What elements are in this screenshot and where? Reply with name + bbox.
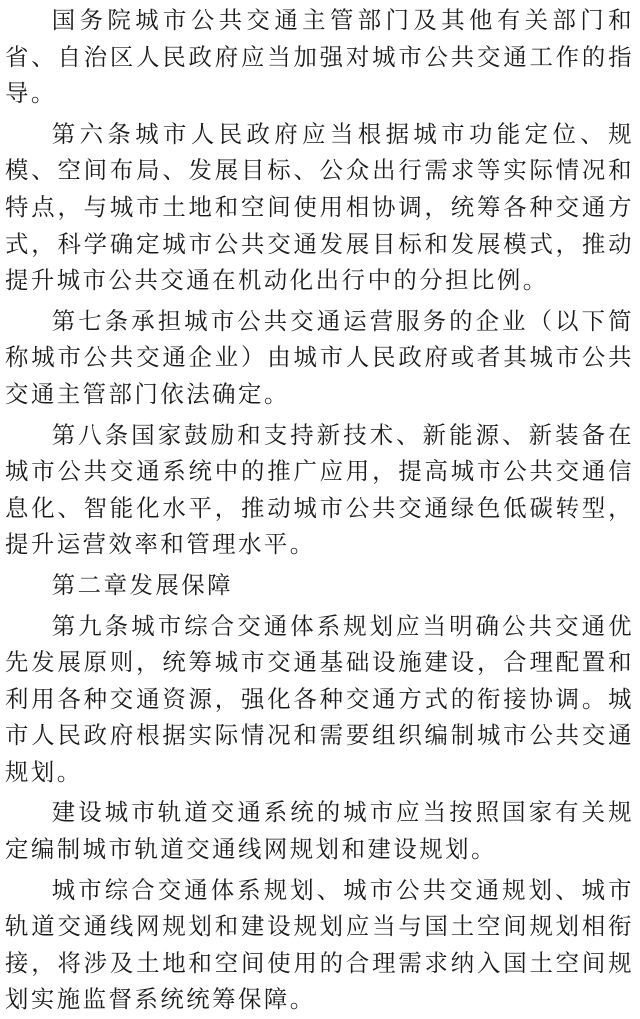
paragraph-article-8: 第八条国家鼓励和支持新技术、新能源、新装备在城市公共交通系统中的推广应用，提高城市公共交通信息化、智能化水平，推动城市公共交通绿色低碳转型，提升运营效率和管理水平。 <box>5 420 634 559</box>
paragraph-article-7: 第七条承担城市公共交通运营服务的企业（以下简称城市公共交通企业）由城市人民政府或者其城市公共交通主管部门依法确定。 <box>5 306 634 408</box>
chapter-heading: 第二章发展保障 <box>51 570 234 599</box>
paragraph-plan-coordination: 城市综合交通体系规划、城市公共交通规划、城市轨道交通线网规划和建设规划应当与国土空间规划相衔接，将涉及土地和空间使用的合理需求纳入国土空间规划实施监督系统统筹保障。 <box>5 875 634 1014</box>
paragraph-rail-planning: 建设城市轨道交通系统的城市应当按照国家有关规定编制城市轨道交通线网规划和建设规划。 <box>5 798 634 864</box>
paragraph-article-6: 第六条城市人民政府应当根据城市功能定位、规模、空间布局、发展目标、公众出行需求等实际情况和特点，与城市土地和空间使用相协调，统筹各种交通方式，科学确定城市公共交通发展目标和发展模式，推动提升城市公共交通在机动化出行中的分担比例。 <box>5 119 634 295</box>
paragraph-1: 国务院城市公共交通主管部门及其他有关部门和省、自治区人民政府应当加强对城市公共交通工作的指导。 <box>5 6 634 108</box>
paragraph-article-9: 第九条城市综合交通体系规划应当明确公共交通优先发展原则，统筹城市交通基础设施建设，合理配置和利用各种交通资源，强化各种交通方式的衔接协调。城市人民政府根据实际情况和需要组织编制城市公共交通规划。 <box>5 611 634 786</box>
